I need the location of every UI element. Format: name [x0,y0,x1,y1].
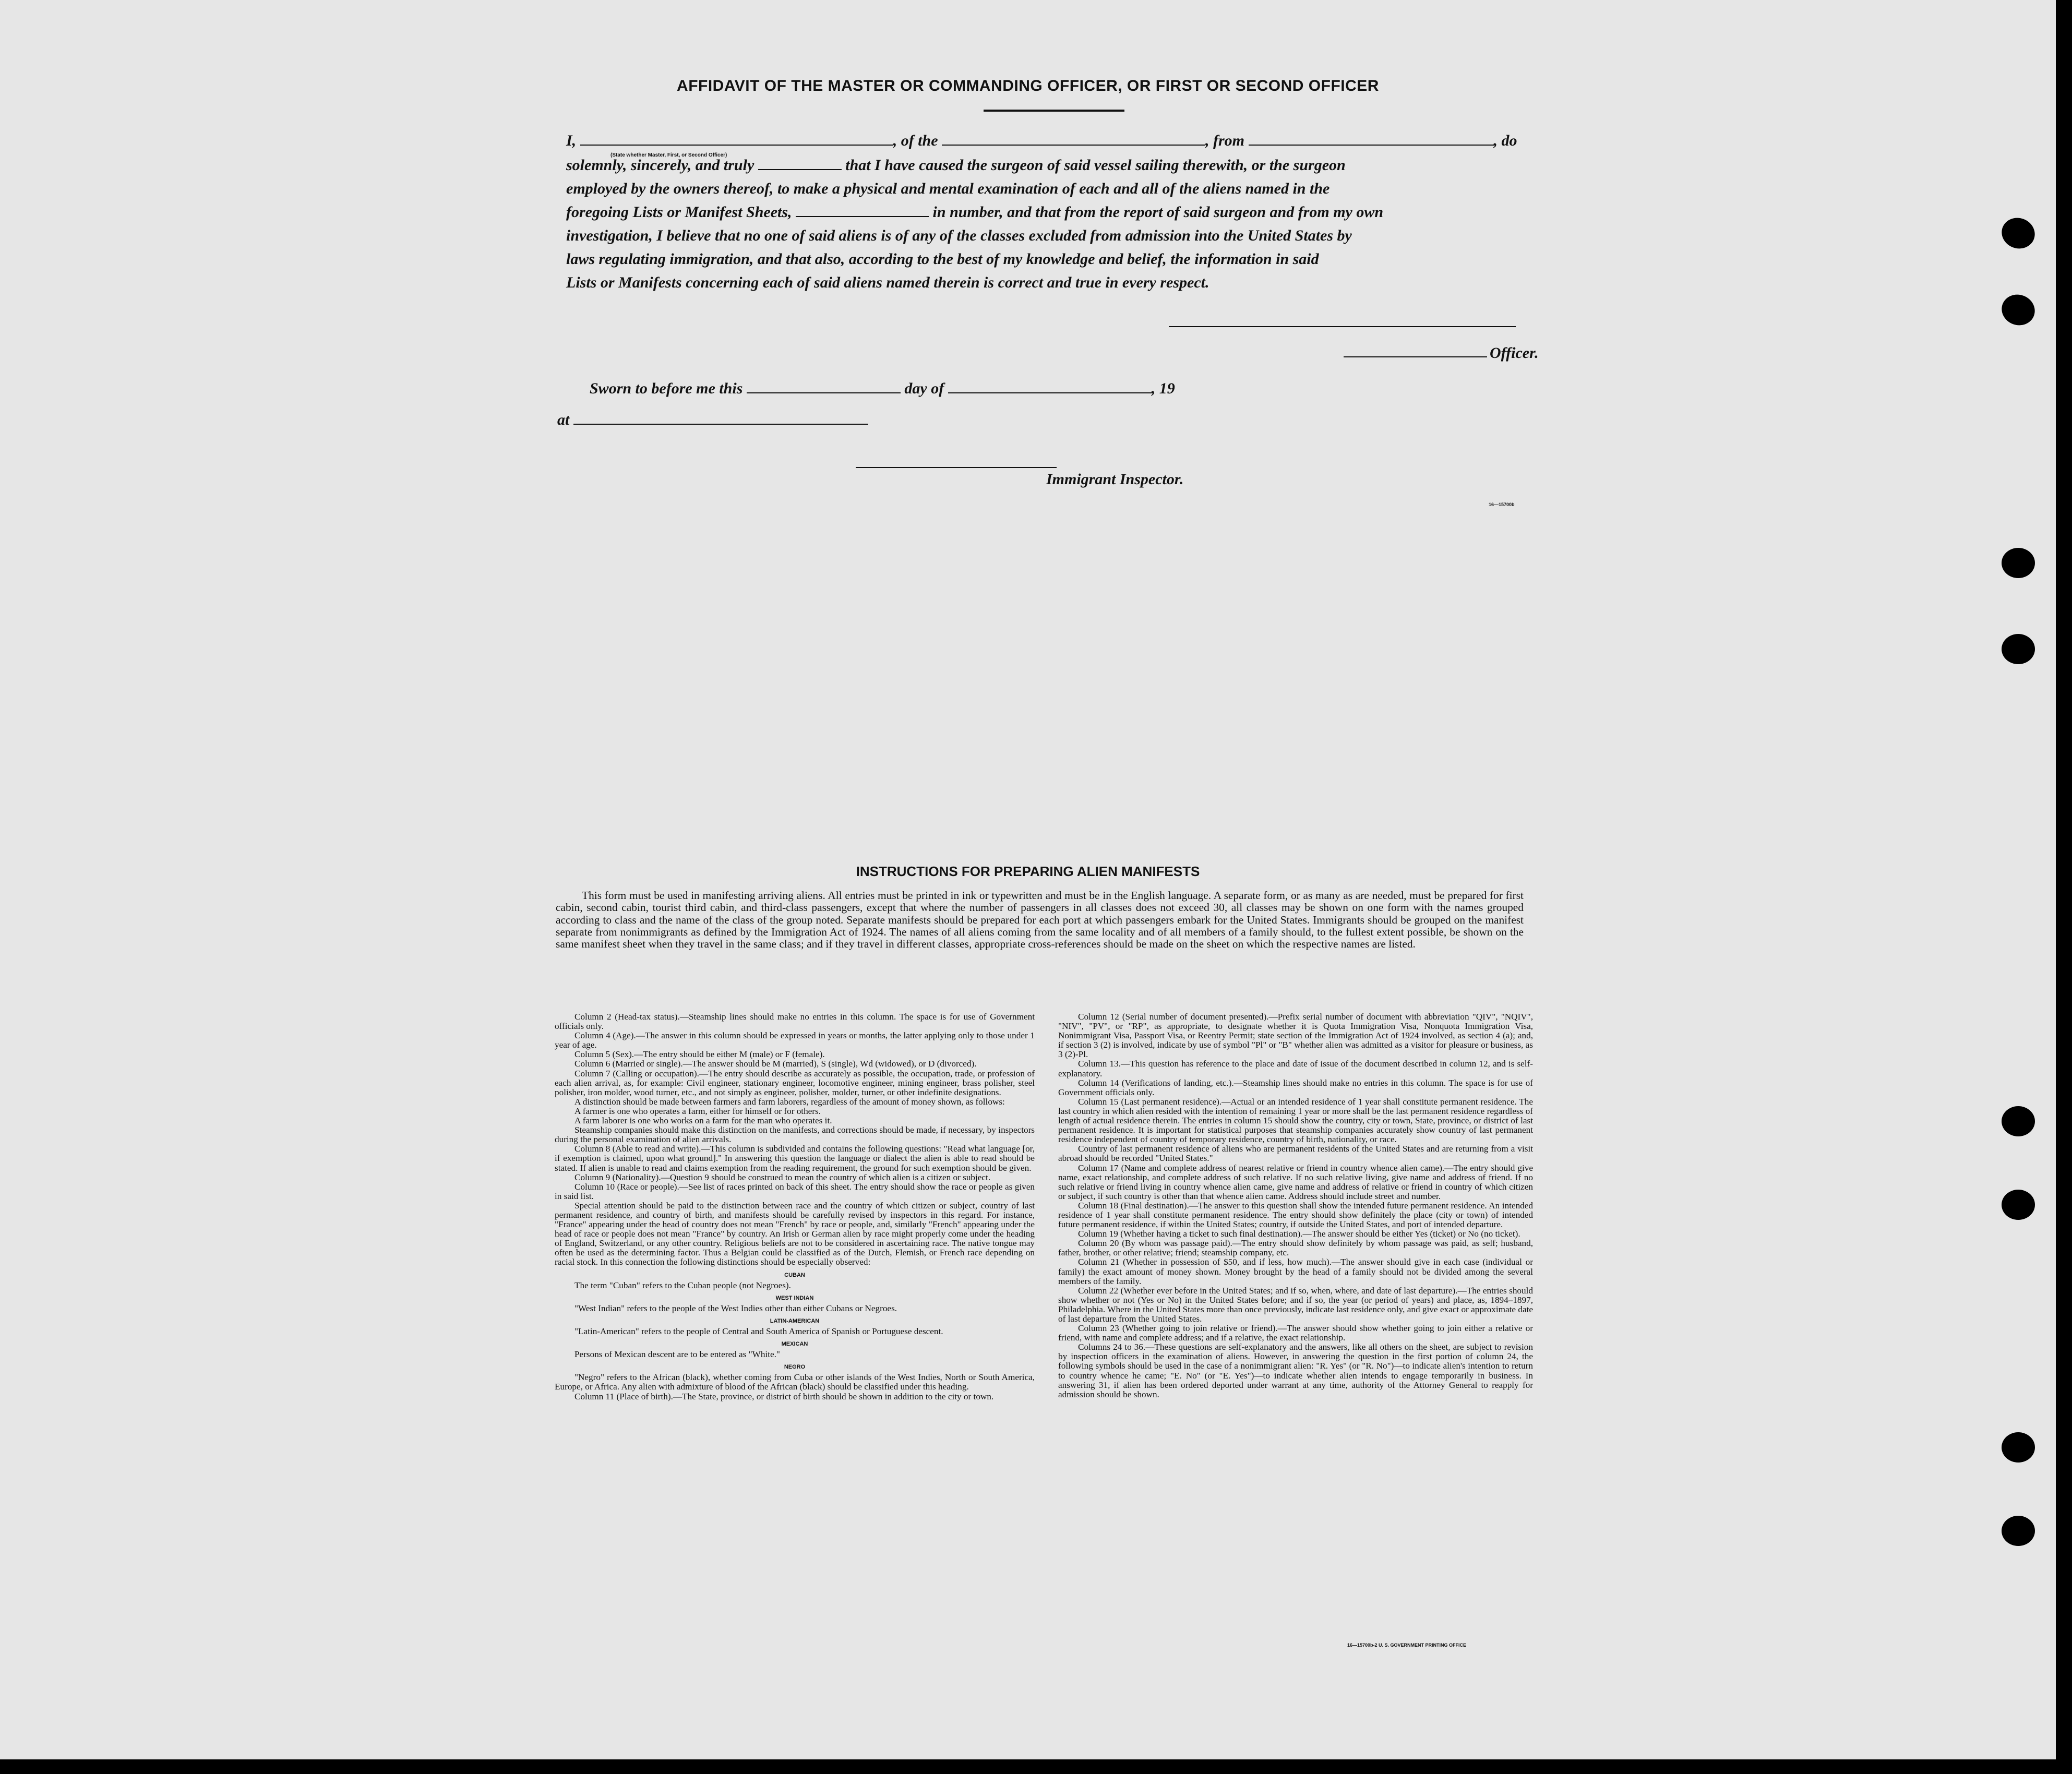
instruction-paragraph: Column 21 (Whether in possession of $50, and if less, how much).—The answer should give in each case (individual or family) the exact amount of money shown. Money brought by the head of a family should not be divided among the several members of the family. [1058,1257,1533,1286]
sworn-place-blank[interactable] [573,424,868,425]
instruction-paragraph: Column 9 (Nationality).—Question 9 should be construed to mean the country of which alien is a citizen or subject. [574,1172,991,1182]
instruction-paragraph: Column 5 (Sex).—The entry should be either M (male) or F (female). [574,1049,825,1060]
affidavit-line-5: investigation, I believe that no one of said aliens is of any of the classes excluded from admission into the United States by [566,227,1352,244]
affidavit-from: , from [1205,132,1245,149]
title-rule [984,110,1124,112]
latin-american-text: "Latin-American" refers to the people of Central and South America of Spanish or Portuguese descent. [574,1326,943,1336]
cuban-heading: CUBAN [784,1272,805,1278]
punch-hole [2002,1106,2035,1136]
affidavit-line-2a: solemnly, sincerely, and truly [566,157,754,174]
sheet-count-blank[interactable] [796,216,929,217]
instruction-paragraph: Column 18 (Final destination).—The answer to this question shall show the intended future permanent residence. An intended residence of 1 year shall constitute permanent residence. The entry should show definitely the place (city or town) of intended future permanent residence, if within the United States; country, if outside the United States, and port of intended departure. [1058,1200,1533,1230]
affidavit-line-6: laws regulating immigration, and that also, according to the best of my knowledge and belief, the information in said [566,250,1319,268]
inspector-signature-line[interactable] [856,467,1057,468]
affidavit-line-3: employed by the owners thereof, to make a physical and mental examination of each and all of the aliens named in the [566,180,1330,197]
instruction-paragraph: Column 14 (Verifications of landing, etc.).—Steamship lines should make no entries in this column. The space is for use of Government officials only. [1058,1077,1533,1097]
instruction-paragraph: Column 20 (By whom was passage paid).—The entry should show definitely by whom passage was paid, as self; husband, father, brother, or other relative; friend; steamship company, etc. [1058,1238,1533,1258]
officer-signature-line[interactable] [1169,326,1516,327]
instruction-paragraph: Column 4 (Age).—The answer in this column should be expressed in years or months, the latter applying only to those under 1 year of age. [555,1030,1035,1050]
officer-title-line[interactable] [1344,356,1487,357]
instructions-title: INSTRUCTIONS FOR PREPARING ALIEN MANIFESTS [856,864,1200,879]
affidavit-title: AFFIDAVIT OF THE MASTER OR COMMANDING OFFICER, OR FIRST OR SECOND OFFICER [677,77,1379,94]
form-number-bottom: 16—15700b-2 U. S. GOVERNMENT PRINTING OFFICE [1347,1643,1467,1648]
instruction-paragraph: Column 15 (Last permanent residence).—Actual or an intended residence of 1 year shall constitute permanent residence. The last country in which alien resided with the intention of remaining 1 year or more shall be the last permanent residence regardless of length of actual residence therein. The entries in column 15 should show the country, city or town, State, province, or district of last permanent residence. It is important for statistical purposes that steamship companies accurately show country of last permanent residence independent of country of temporary residence, country of birth, nationality, or race. [1058,1096,1533,1145]
inspector-label: Immigrant Inspector. [1046,471,1184,488]
vessel-name-blank[interactable] [942,145,1205,146]
mexican-text: Persons of Mexican descent are to be entered as "White." [574,1349,780,1360]
negro-text: "Negro" refers to the African (black), whether coming from Cuba or other islands of the West Indies, North or South America, Europe, or Africa. Any alien with admixture of blood of the African (black) should be classified under this heading. [555,1372,1035,1392]
instruction-paragraph: Column 12 (Serial number of document presented).—Prefix serial number of document with abbreviation "QIV", "NQIV", "NIV", "PV", or "RP", as appropriate, to designate whether it is Quota Immigration Visa, Nonquota Immigration Visa, Nonimmigrant Visa, Passport Visa, or Reentry Permit; state section of the Immigration Act of 1924 involved, as section 4 (a); and, if section 3 (2) is involved, indicate by use of symbol "Pl" or "B" whether alien was admitted as a visitor for pleasure or business, as 3 (2)-Pl. [1058,1012,1533,1060]
affidavit-i: I, [566,132,577,149]
punch-hole [2002,1190,2035,1220]
from-port-blank[interactable] [1249,145,1494,146]
sworn-text-c: , 19 [1151,380,1175,397]
sworn-month-blank[interactable] [948,392,1152,393]
instruction-paragraph: A farmer is one who operates a farm, either for himself or for others. [574,1106,821,1116]
affidavit-do: , do [1493,132,1517,149]
sworn-text-a: Sworn to before me this [590,380,743,397]
west-indian-heading: WEST INDIAN [775,1294,814,1301]
instruction-paragraph: Columns 24 to 36.—These questions are self-explanatory and the answers, like all others on the sheet, are subject to revision by inspection officers in the examination of aliens. However, in answering the question in the first portion of column 24, the following symbols should be used in the case of a nonimmigrant alien: "R. Yes" (or "R. No")—to indicate alien's intention to return to country whence he came; "E. No" (or "E. Yes")—to indicate whether alien intends to engage temporarily in business. In answering 31, if alien has been ordered deported under warrant at any time, authority of the Attorney General to reapply for admission should be shown. [1058,1342,1533,1399]
at-label: at [557,411,570,428]
at-line [557,411,868,429]
affidavit-line-4 [566,205,1383,220]
swear-affirm-blank[interactable] [758,169,842,170]
instructions-intro: This form must be used in manifesting arriving aliens. All entries must be printed in ink or typewritten and must be in the English language. A separate form, or as many as are needed, must be prepared for first cabin, second cabin, tourist third cabin, and third-class passengers, except that where the number of passengers in all classes does not exceed 30, all classes may be shown on one form with the names grouped according to class and the name of the class of the group noted. Separate manifests should be prepared for each port at which passengers embark for the United States. Immigrants should be grouped on the manifest separate from nonimmigrants as defined by the Immigration Act of 1924. The names of all aliens coming from the same locality and of all members of a family should, to the fullest extent possible, be shown on the same manifest sheet when they travel in the same class; and if they travel in different classes, appropriate cross-references should be made on the sheet on which the respective names are listed. [556,889,1524,951]
punch-hole [2002,548,2035,578]
punch-hole [1997,290,2039,330]
instruction-paragraph: A farm laborer is one who works on a farm for the man who operates it. [574,1116,832,1126]
affidavit-line-2b: that I have caused the surgeon of said vessel sailing therewith, or the surgeon [845,157,1346,174]
instruction-paragraph: Column 7 (Calling or occupation).—The entry should describe as accurately as possible, the occupation, trade, or profession of each alien arrival, as, for example: Civil engineer, stationary engineer, locomotive engineer, mining engineer, brass polisher, steel polisher, iron molder, wood turner, etc., and not simply as engineer, polisher, molder, turner, or other indefinite designations. [555,1068,1035,1097]
affidavit-line-2 [566,158,1346,173]
mexican-heading: MEXICAN [781,1341,808,1348]
affidavit-of-the: , of the [893,132,938,149]
form-number-top: 16—15700b [1489,502,1515,507]
affidavit-line-4b: in number, and that from the report of said surgeon and from my own [932,203,1384,221]
instruction-paragraph: Column 2 (Head-tax status).—Steamship lines should make no entries in this column. The space is for use of Government officials only. [555,1012,1035,1032]
sworn-day-blank[interactable] [747,392,901,393]
instruction-paragraph: Column 8 (Able to read and write).—This column is subdivided and contains the following questions: "Read what language [or, if exemption is claimed, upon what ground]." In answering this question the language or dialect the alien is able to read should be stated. If alien is unable to read and claims exemption from the reading requirement, the ground for such exemption should be given. [555,1144,1035,1173]
negro-heading: NEGRO [784,1364,806,1371]
instruction-paragraph: Steamship companies should make this distinction on the manifests, and corrections should be made, if necessary, by inspectors during the personal examination of alien arrivals. [555,1125,1035,1145]
affidavit-line-7: Lists or Manifests concerning each of said aliens named therein is correct and true in every respect. [566,274,1209,291]
affidavit-line-1 [566,133,1517,149]
instruction-paragraph: Column 13.—This question has reference to the place and date of issue of the document described in column 12, and is self-explanatory. [1058,1059,1533,1078]
instruction-paragraph: Special attention should be paid to the distinction between race and the country of which citizen or subject, country of last permanent residence, and country of birth, and manifests should be carefully revised by inspectors in this regard. For instance, "France" appearing under the head of country does not mean "French" by race or people, and, similarly "French" appearing under the head of race or people does not mean "France" by country. An Irish or German alien by race might properly come under the heading of England, Switzerland, or any other country. Religious beliefs are not to be considered in ascertaining race. The native tongue may often be used as the determining factor. Thus a Belgian could be classified as of the Dutch, Flemish, or French race depending on racial stock. In this connection the following distinctions should be especially observed: [555,1200,1035,1267]
instructions-right-column [1058,1012,1533,1399]
instructions-left-column [555,1012,1035,1401]
sworn-text-b: day of [904,380,944,397]
west-indian-text: "West Indian" refers to the people of the West Indies other than either Cubans or Negroes. [574,1303,897,1313]
instruction-paragraph: Column 22 (Whether ever before in the United States; and if so, when, where, and date of last departure).—The entries should show whether or not (Yes or No) in the United States before; and if so, the year (or period of years) and place, as, 1894–1897, Philadelphia. Where in the United States more than once previously, indicate last residence only, and give exact or approximate date of last departure from the United States. [1058,1285,1533,1324]
instruction-paragraph: Country of last permanent residence of aliens who are permanent residents of the United States and are returning from a visit abroad should be recorded "United States." [1058,1144,1533,1164]
instruction-paragraph: A distinction should be made between farmers and farm laborers, regardless of the amount of money shown, as follows: [574,1096,1005,1107]
latin-american-heading: LATIN-AMERICAN [770,1317,820,1324]
officer-label: Officer. [1490,344,1539,362]
sworn-line [590,380,1175,398]
column-11-text: Column 11 (Place of birth).—The State, province, or district of birth should be shown in addition to the city or town. [574,1391,994,1401]
cuban-text: The term "Cuban" refers to the Cuban people (not Negroes). [574,1280,791,1290]
punch-hole [1997,213,2039,253]
officer-rank-blank[interactable] [580,145,893,146]
punch-hole [2002,1516,2035,1546]
instruction-paragraph: Column 19 (Whether having a ticket to such final destination).—The answer should be either Yes (ticket) or No (no ticket). [1078,1229,1520,1239]
punch-hole [2002,1432,2035,1463]
instruction-paragraph: Column 10 (Race or people).—See list of races printed on back of this sheet. The entry should show the race or people as given in said list. [555,1181,1035,1201]
state-rank-note: (State whether Master, First, or Second Officer) [610,152,727,158]
punch-hole [2002,634,2035,664]
affidavit-line-4a: foregoing Lists or Manifest Sheets, [566,203,792,221]
instruction-paragraph: Column 6 (Married or single).—The answer should be M (married), S (single), Wd (widowed), or D (divorced). [574,1059,977,1069]
instruction-paragraph: Column 23 (Whether going to join relative or friend).—The answer should show whether going to join either a relative or friend, with name and complete address; and if a relative, the exact relationship. [1058,1323,1533,1343]
instruction-paragraph: Column 17 (Name and complete address of nearest relative or friend in country whence alien came).—The entry should give name, exact relationship, and complete address of such relative. If no such relative living, give name and address of friend. If no such relative or friend living in country whence alien came, give name and address of relative or friend in country of which citizen or subject, if such country is other than that whence alien came. Address should include street and number. [1058,1162,1533,1201]
